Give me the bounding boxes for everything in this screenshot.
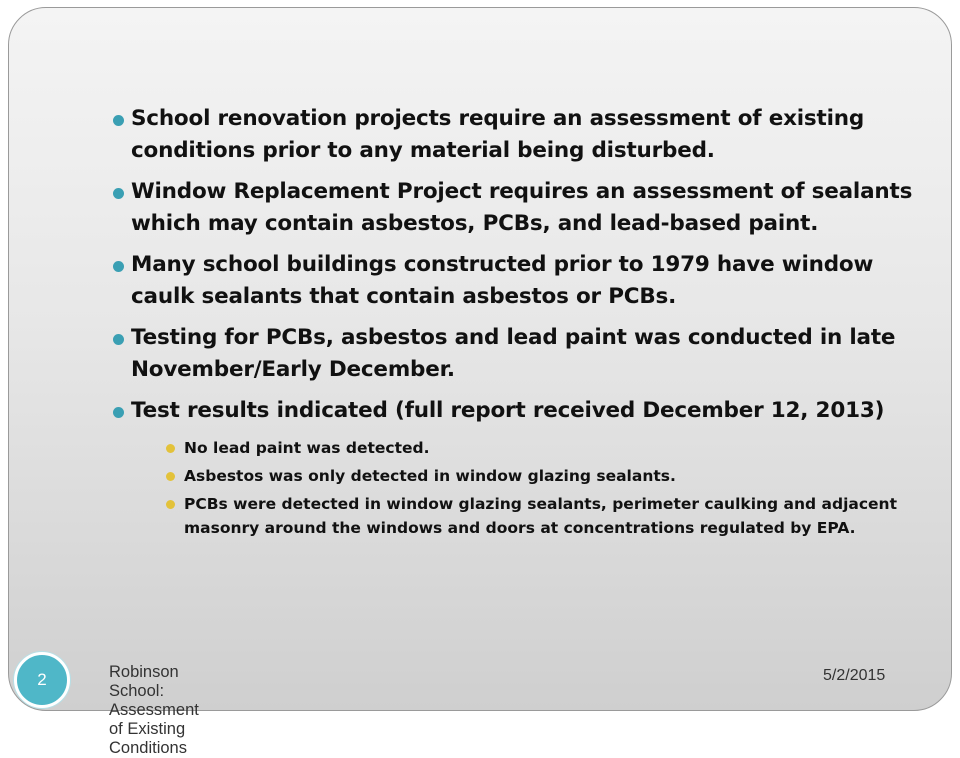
subbullet-item (162, 436, 914, 460)
bullet-text: Many school buildings constructed prior to 1979 have window caulk sealants that contain asbestos or PCBs. (131, 252, 874, 309)
bullet-item (109, 322, 914, 386)
bullet-item (109, 249, 914, 313)
page-number: 2 (37, 670, 47, 689)
bullet-item (109, 176, 914, 240)
bullet-text: Testing for PCBs, asbestos and lead paint was conducted in late November/Early December. (131, 325, 896, 382)
bullet-text: School renovation projects require an assessment of existing conditions prior to any material being disturbed. (131, 106, 865, 163)
subbullet-item (162, 464, 914, 488)
subbullet-text: No lead paint was detected. (184, 439, 430, 457)
bullet-item (109, 103, 914, 167)
bullet-text: Window Replacement Project requires an assessment of sealants which may contain asbestos, PCBs, and lead-based paint. (131, 179, 913, 236)
subbullet-text: Asbestos was only detected in window glazing sealants. (184, 467, 676, 485)
bullet-dot-icon (113, 115, 124, 126)
bullet-text: Test results indicated (full report received December 12, 2013) (131, 398, 885, 423)
footer-date: 5/2/2015 (823, 667, 886, 684)
subbullet-dot-icon (166, 444, 175, 453)
slide-frame (8, 7, 952, 711)
bullet-dot-icon (113, 261, 124, 272)
bullet-dot-icon (113, 407, 124, 418)
footer-title: Robinson School: Assessment of Existing Conditions (109, 663, 199, 757)
bullet-dot-icon (113, 334, 124, 345)
slide-content (109, 103, 914, 544)
subbullet-text: PCBs were detected in window glazing sealants, perimeter caulking and adjacent masonry around the windows and doors at concentrations regulated by EPA. (184, 495, 897, 537)
subbullet-dot-icon (166, 472, 175, 481)
bullet-item (109, 395, 914, 427)
subbullet-dot-icon (166, 500, 175, 509)
page-number-badge (14, 652, 70, 708)
subbullet-item (162, 492, 914, 540)
bullet-dot-icon (113, 188, 124, 199)
